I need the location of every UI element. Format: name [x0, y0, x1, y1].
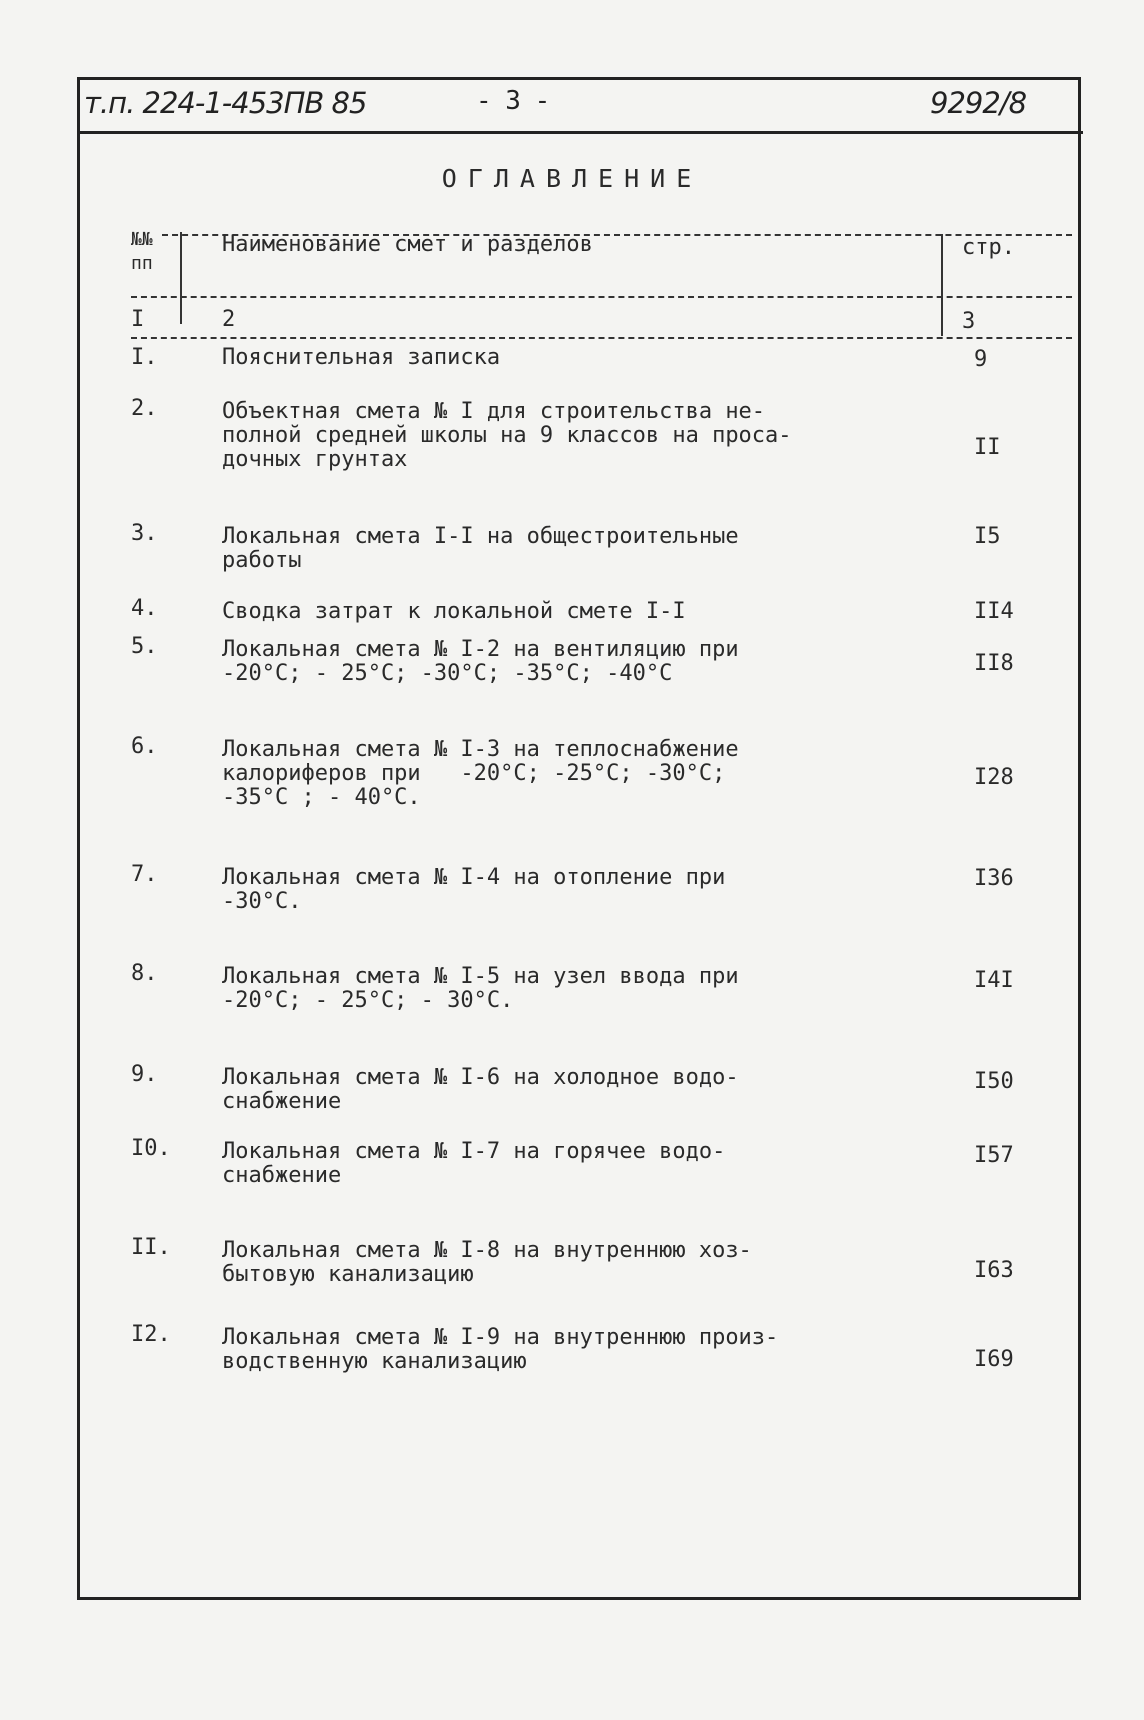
col-num-1: I [131, 307, 145, 332]
column-divider-2 [941, 234, 943, 336]
item-line: Локальная смета № I-2 на вентиляцию при [222, 637, 739, 662]
item-line: Локальная смета № I-8 на внутреннюю хоз- [222, 1238, 752, 1263]
col-num-3: 3 [962, 309, 976, 334]
item-page: 9 [974, 347, 988, 372]
page-number: - 3 - [476, 86, 550, 116]
item-number: 8. [131, 961, 158, 986]
item-line: Локальная смета № I-9 на внутреннюю произ- [222, 1325, 779, 1350]
item-page: I28 [974, 765, 1014, 790]
item-line: дочных грунтах [222, 447, 408, 472]
sheet-number: 9292/8 [930, 86, 1027, 120]
item-page: I57 [974, 1143, 1014, 1168]
item-number: 2. [131, 396, 158, 421]
item-page: I69 [974, 1347, 1014, 1372]
item-number: 9. [131, 1062, 158, 1087]
header-divider [77, 131, 1083, 134]
column-divider-1 [180, 232, 182, 324]
item-line: -20°С; - 25°С; - 30°С. [222, 988, 514, 1013]
item-page: I5 [974, 524, 1001, 549]
header-page: стр. [962, 235, 1015, 260]
item-number: 5. [131, 634, 158, 659]
item-number: 4. [131, 596, 158, 621]
item-line: Локальная смета № I-4 на отопление при [222, 865, 726, 890]
item-number: I2. [131, 1322, 171, 1347]
item-line: Сводка затрат к локальной смете I-I [222, 599, 686, 624]
item-line: калориферов при -20°С; -25°С; -30°С; [222, 761, 726, 786]
item-line: снабжение [222, 1163, 342, 1188]
header-num-1: №№ [131, 229, 153, 250]
col-num-2: 2 [222, 307, 236, 332]
item-number: I0. [131, 1136, 171, 1161]
item-line: Пояснительная записка [222, 345, 501, 370]
item-page: I50 [974, 1069, 1014, 1094]
item-line: снабжение [222, 1089, 342, 1114]
item-number: 7. [131, 862, 158, 887]
page-title: ОГЛАВЛЕНИЕ [441, 164, 703, 193]
item-number: 6. [131, 734, 158, 759]
item-line: бытовую канализацию [222, 1262, 474, 1287]
document-code: т.п. 224-1-453ПВ 85 [84, 86, 367, 120]
item-page: I63 [974, 1258, 1014, 1283]
item-line: водственную канализацию [222, 1349, 527, 1374]
item-line: -30°С. [222, 889, 302, 914]
item-page: II8 [974, 651, 1014, 676]
item-line: Локальная смета № I-7 на горячее водо- [222, 1139, 726, 1164]
item-line: Объектная смета № I для строительства не- [222, 399, 766, 424]
item-line: -20°С; - 25°С; -30°С; -35°С; -40°С [222, 661, 673, 686]
item-line: работы [222, 548, 302, 573]
item-line: Локальная смета I-I на общестроительные [222, 524, 739, 549]
item-line: Локальная смета № I-6 на холодное водо- [222, 1065, 739, 1090]
item-line: -35°С ; - 40°С. [222, 785, 421, 810]
item-number: II. [131, 1235, 171, 1260]
item-page: I36 [974, 866, 1014, 891]
item-line: Локальная смета № I-3 на теплоснабжение [222, 737, 739, 762]
item-line: Локальная смета № I-5 на узел ввода при [222, 964, 739, 989]
item-page: II [974, 435, 1001, 460]
header-name: Наименование смет и разделов [222, 232, 593, 257]
header-num-2: пп [131, 253, 153, 274]
item-number: I. [131, 345, 158, 370]
item-page: I4I [974, 968, 1014, 993]
table-rule-bottom [131, 337, 1072, 339]
table-rule-mid [131, 296, 1072, 298]
item-line: полной средней школы на 9 классов на проса- [222, 423, 792, 448]
item-number: 3. [131, 521, 158, 546]
item-page: II4 [974, 599, 1014, 624]
